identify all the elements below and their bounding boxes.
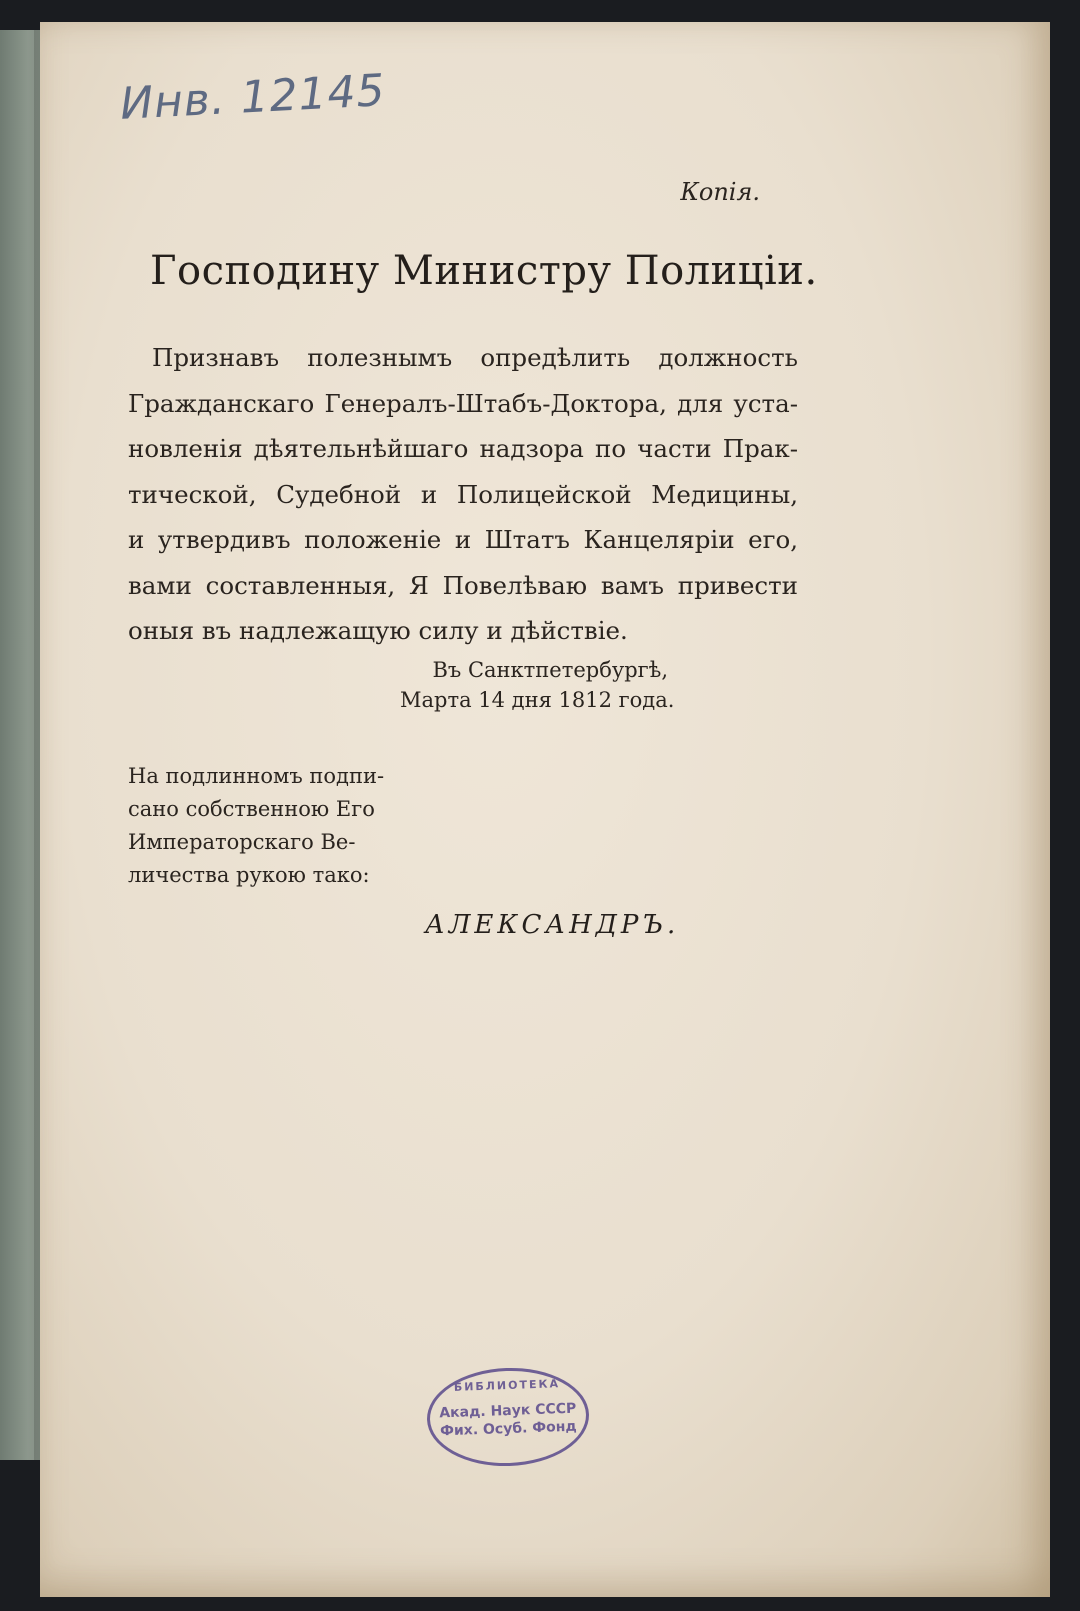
note-line: На подлинномъ подпи- bbox=[128, 764, 385, 788]
page-title: Господину Министру Полиціи. bbox=[150, 248, 818, 294]
decree-line: новленія дѣятельнѣйшаго надзора по части Прак- bbox=[128, 434, 798, 463]
note-line: личества рукою тако: bbox=[128, 863, 370, 887]
note-line: сано собственною Его bbox=[128, 797, 375, 821]
place-line: Въ Санктпетербургѣ, bbox=[432, 658, 668, 682]
signature: АЛЕКСАНДРЪ. bbox=[425, 910, 680, 940]
stamp-top-text: БИБЛИОТЕКА bbox=[453, 1377, 561, 1394]
decree-text bbox=[128, 335, 798, 654]
date-line: Марта 14 дня 1812 года. bbox=[400, 688, 675, 712]
place-and-date bbox=[400, 655, 675, 715]
inventory-mark: Инв. 12145 bbox=[118, 65, 387, 130]
decree-line: тической, Судебной и Полицейской Медицины, bbox=[128, 479, 798, 509]
stamp-line: Фих. Осуб. Фонд bbox=[439, 1418, 578, 1440]
decree-line: и утвердивъ положеніе и Штатъ Канцеляріи его, bbox=[128, 525, 798, 554]
copy-label: Копія. bbox=[680, 178, 760, 206]
stamp-line: Акад. Наук СССР bbox=[439, 1400, 577, 1422]
original-note bbox=[128, 760, 428, 892]
decree-line: Гражданскаго Генералъ-Штабъ-Доктора, для уста- bbox=[128, 388, 798, 418]
note-line: Императорскаго Ве- bbox=[128, 830, 356, 854]
decree-line: вами составленныя, Я Повелѣваю вамъ привести bbox=[128, 570, 798, 600]
decree-line: оныя въ надлежащую силу и дѣйствіе. bbox=[128, 616, 628, 645]
decree-line: Признавъ полезнымъ опредѣлить должность bbox=[152, 343, 798, 372]
